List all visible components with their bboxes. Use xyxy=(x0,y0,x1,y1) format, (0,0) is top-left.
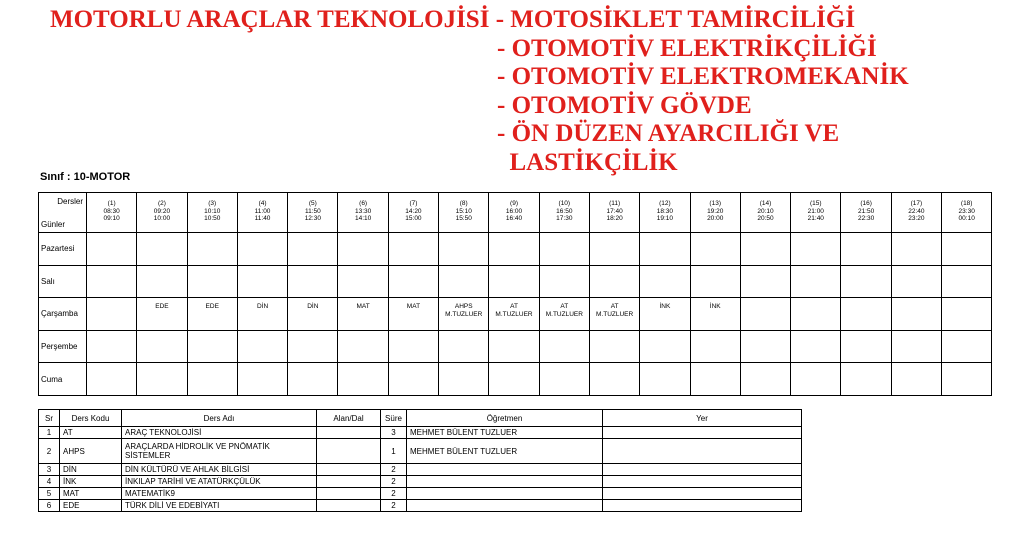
schedule-cell xyxy=(388,363,438,396)
page-title xyxy=(50,6,909,176)
cell-text: M.TUZLUER xyxy=(445,311,483,319)
period-num: (14) xyxy=(759,200,772,207)
day-label: Çarşamba xyxy=(39,298,87,331)
schedule-cell xyxy=(942,363,992,396)
period-end: 20:50 xyxy=(757,215,774,222)
lesson-teacher xyxy=(407,488,603,500)
period-start: 23:30 xyxy=(958,207,975,215)
period-header xyxy=(338,193,388,233)
schedule-cell xyxy=(338,363,388,396)
period-end: 17:30 xyxy=(556,215,573,222)
period-start: 14:20 xyxy=(405,207,422,215)
lesson-place xyxy=(603,488,802,500)
schedule-cell xyxy=(841,363,891,396)
lessons-table xyxy=(38,409,802,512)
period-header xyxy=(439,193,489,233)
period-end: 22:30 xyxy=(857,215,875,222)
period-end: 12:30 xyxy=(304,215,321,222)
schedule-cell xyxy=(690,298,740,331)
cell-text: MAT xyxy=(356,303,370,311)
schedule-cell xyxy=(891,298,941,331)
lesson-place xyxy=(603,427,802,439)
period-num: (15) xyxy=(810,200,822,207)
lesson-duration: 2 xyxy=(381,464,407,476)
schedule-cell xyxy=(690,265,740,298)
schedule-cell xyxy=(237,298,287,331)
schedule-cell xyxy=(791,233,841,266)
lesson-duration: 2 xyxy=(381,488,407,500)
lesson-duration: 2 xyxy=(381,500,407,512)
corner-dersler-label: Dersler xyxy=(57,197,83,206)
lesson-sr: 6 xyxy=(39,500,60,512)
schedule-cell xyxy=(288,298,338,331)
header-sr: Sr xyxy=(39,410,60,427)
schedule-cell xyxy=(539,233,589,266)
schedule-day-row xyxy=(39,330,992,363)
schedule-cell xyxy=(589,233,639,266)
period-start: 15:10 xyxy=(455,207,472,215)
schedule-cell xyxy=(237,233,287,266)
period-header xyxy=(740,193,790,233)
schedule-cell xyxy=(942,298,992,331)
schedule-cell xyxy=(640,265,690,298)
schedule-cell xyxy=(338,233,388,266)
schedule-cell xyxy=(439,363,489,396)
schedule-cell xyxy=(288,233,338,266)
lesson-place xyxy=(603,439,802,464)
lesson-area xyxy=(317,464,381,476)
schedule-cell xyxy=(539,265,589,298)
cell-text: EDE xyxy=(205,303,219,311)
period-num: (18) xyxy=(960,200,973,207)
lesson-code: İNK xyxy=(60,476,122,488)
schedule-cell xyxy=(489,265,539,298)
lesson-teacher: MEHMET BÜLENT TUZLUER xyxy=(407,439,603,464)
table-row xyxy=(39,427,802,439)
lesson-name: DİN KÜLTÜRÜ VE AHLAK BİLGİSİ xyxy=(122,464,317,476)
lesson-sr: 3 xyxy=(39,464,60,476)
schedule-cell xyxy=(589,265,639,298)
cell-text: DİN xyxy=(256,303,269,311)
lesson-teacher xyxy=(407,476,603,488)
schedule-cell xyxy=(489,233,539,266)
schedule-cell xyxy=(489,298,539,331)
lesson-sr: 5 xyxy=(39,488,60,500)
period-header xyxy=(489,193,539,233)
schedule-cell xyxy=(740,265,790,298)
schedule-cell xyxy=(237,363,287,396)
period-start: 11:50 xyxy=(304,207,321,215)
lesson-code: MAT xyxy=(60,488,122,500)
schedule-cell xyxy=(338,330,388,363)
schedule-cell xyxy=(288,330,338,363)
schedule-header-row xyxy=(39,193,992,233)
schedule-cell xyxy=(489,363,539,396)
day-label: Pazartesi xyxy=(39,233,87,266)
schedule-cell xyxy=(137,265,187,298)
period-end: 09:10 xyxy=(103,215,120,222)
period-header xyxy=(237,193,287,233)
header-code: Ders Kodu xyxy=(60,410,122,427)
schedule-cell xyxy=(891,233,941,266)
schedule-cell xyxy=(891,363,941,396)
lesson-sr: 1 xyxy=(39,427,60,439)
period-start: 18:30 xyxy=(656,207,674,215)
header-duration: Süre xyxy=(381,410,407,427)
cell-text: AT xyxy=(510,303,518,311)
cell-text: MAT xyxy=(406,303,421,311)
schedule-cell xyxy=(841,298,891,331)
schedule-cell xyxy=(388,298,438,331)
lesson-name: İNKILAP TARİHİ VE ATATÜRKÇÜLÜK xyxy=(122,476,317,488)
lesson-sr: 4 xyxy=(39,476,60,488)
schedule-cell xyxy=(690,233,740,266)
schedule-cell xyxy=(640,363,690,396)
schedule-cell xyxy=(237,330,287,363)
schedule-cell xyxy=(539,330,589,363)
schedule-cell xyxy=(439,233,489,266)
schedule-cell xyxy=(740,363,790,396)
title-main-line: MOTORLU ARAÇLAR TEKNOLOJİSİ - MOTOSİKLET TAMİRCİLİĞİ xyxy=(50,6,856,33)
schedule-cell xyxy=(87,298,137,331)
cell-text: DİN xyxy=(307,303,319,311)
period-start: 21:50 xyxy=(857,207,875,215)
schedule-cell xyxy=(589,363,639,396)
lesson-name: ARAÇLARDA HİDROLİK VE PNÖMATİK SİSTEMLER xyxy=(122,439,317,464)
header-area: Alan/Dal xyxy=(317,410,381,427)
period-start: 16:00 xyxy=(505,207,523,215)
schedule-cell xyxy=(740,298,790,331)
schedule-cell xyxy=(690,330,740,363)
period-num: (1) xyxy=(107,200,116,207)
period-num: (7) xyxy=(409,200,418,207)
schedule-cell xyxy=(187,265,237,298)
table-row xyxy=(39,488,802,500)
title-line-5: LASTİKÇİLİK xyxy=(497,148,678,176)
lesson-place xyxy=(603,464,802,476)
lesson-code: EDE xyxy=(60,500,122,512)
period-end: 11:40 xyxy=(254,215,271,222)
lesson-code: AT xyxy=(60,427,122,439)
period-header xyxy=(589,193,639,233)
period-start: 11:00 xyxy=(254,207,271,215)
cell-text: M.TUZLUER xyxy=(495,311,533,319)
table-row xyxy=(39,476,802,488)
schedule-cell xyxy=(288,363,338,396)
period-end: 00:10 xyxy=(958,215,975,222)
schedule-cell xyxy=(841,233,891,266)
class-label: Sınıf : 10-MOTOR xyxy=(40,171,131,183)
period-start: 10:10 xyxy=(204,207,221,215)
period-header xyxy=(388,193,438,233)
schedule-cell xyxy=(891,265,941,298)
day-label: Cuma xyxy=(39,363,87,396)
lesson-area xyxy=(317,488,381,500)
period-header xyxy=(539,193,589,233)
schedule-cell xyxy=(791,265,841,298)
period-end: 10:00 xyxy=(153,215,171,222)
lesson-code: AHPS xyxy=(60,439,122,464)
lesson-duration: 2 xyxy=(381,476,407,488)
lesson-teacher xyxy=(407,500,603,512)
period-start: 17:40 xyxy=(606,207,623,215)
lesson-name: ARAÇ TEKNOLOJİSİ xyxy=(122,427,317,439)
cell-text: AT xyxy=(560,303,569,311)
period-start: 09:20 xyxy=(153,207,171,215)
schedule-cell xyxy=(891,330,941,363)
weekly-schedule-table xyxy=(38,192,992,396)
cell-text: AT xyxy=(610,303,619,311)
period-num: (8) xyxy=(459,200,468,207)
cell-text: AHPS xyxy=(454,303,473,311)
schedule-cell xyxy=(942,265,992,298)
period-header xyxy=(690,193,740,233)
header-name: Ders Adı xyxy=(122,410,317,427)
schedule-cell xyxy=(791,330,841,363)
schedule-cell xyxy=(539,363,589,396)
schedule-day-row xyxy=(39,265,992,298)
schedule-cell xyxy=(187,298,237,331)
title-line-4: - ÖN DÜZEN AYARCILIĞI VE xyxy=(497,120,840,147)
period-num: (6) xyxy=(359,200,368,207)
schedule-cell xyxy=(942,330,992,363)
title-line-2: - OTOMOTİV ELEKTROMEKANİK xyxy=(497,63,909,90)
schedule-cell xyxy=(388,233,438,266)
period-num: (13) xyxy=(709,200,721,207)
schedule-cell xyxy=(87,363,137,396)
schedule-cell xyxy=(740,330,790,363)
corner-gunler-label: Günler xyxy=(41,220,66,229)
header-teacher: Öğretmen xyxy=(407,410,603,427)
schedule-cell xyxy=(87,233,137,266)
schedule-cell xyxy=(942,233,992,266)
period-start: 20:10 xyxy=(757,207,774,215)
period-num: (5) xyxy=(308,200,317,207)
lesson-place xyxy=(603,500,802,512)
schedule-cell xyxy=(187,233,237,266)
schedule-cell xyxy=(489,330,539,363)
period-header xyxy=(791,193,841,233)
schedule-day-row xyxy=(39,298,992,331)
title-line-3: - OTOMOTİV GÖVDE xyxy=(497,91,752,119)
lesson-name: TÜRK DİLİ VE EDEBİYATI xyxy=(122,500,317,512)
schedule-cell xyxy=(740,233,790,266)
table-row xyxy=(39,464,802,476)
period-num: (9) xyxy=(510,200,518,207)
lesson-teacher xyxy=(407,464,603,476)
period-end: 18:20 xyxy=(606,215,623,222)
period-header xyxy=(137,193,187,233)
period-end: 14:10 xyxy=(354,215,372,222)
schedule-cell xyxy=(87,265,137,298)
schedule-cell xyxy=(841,330,891,363)
lesson-area xyxy=(317,500,381,512)
schedule-cell xyxy=(439,265,489,298)
schedule-cell xyxy=(87,330,137,363)
period-end: 20:00 xyxy=(707,215,724,222)
lesson-area xyxy=(317,476,381,488)
period-num: (4) xyxy=(258,200,267,207)
day-label: Perşembe xyxy=(39,330,87,363)
period-start: 22:40 xyxy=(908,207,925,215)
lesson-name: MATEMATİK9 xyxy=(122,488,317,500)
lesson-sr: 2 xyxy=(39,439,60,464)
schedule-cell xyxy=(841,265,891,298)
schedule-cell xyxy=(640,233,690,266)
schedule-cell xyxy=(137,298,187,331)
period-num: (11) xyxy=(609,200,621,207)
schedule-day-row xyxy=(39,233,992,266)
schedule-cell xyxy=(388,265,438,298)
period-end: 16:40 xyxy=(505,215,523,222)
period-num: (12) xyxy=(659,200,671,207)
schedule-cell xyxy=(640,330,690,363)
schedule-cell xyxy=(539,298,589,331)
period-end: 23:20 xyxy=(908,215,925,222)
period-header xyxy=(187,193,237,233)
schedule-cell xyxy=(589,298,639,331)
schedule-cell xyxy=(288,265,338,298)
period-start: 21:00 xyxy=(807,207,824,215)
period-start: 13:30 xyxy=(354,207,372,215)
period-start: 08:30 xyxy=(103,207,120,215)
schedule-cell xyxy=(237,265,287,298)
period-num: (10) xyxy=(558,200,571,207)
period-num: (16) xyxy=(860,200,872,207)
schedule-cell xyxy=(137,363,187,396)
schedule-cell xyxy=(187,363,237,396)
period-end: 21:40 xyxy=(807,215,824,222)
period-start: 16:50 xyxy=(556,207,573,215)
schedule-cell xyxy=(791,298,841,331)
lesson-duration: 3 xyxy=(381,427,407,439)
schedule-cell xyxy=(690,363,740,396)
cell-text: İNK xyxy=(709,303,721,311)
period-num: (17) xyxy=(910,200,923,207)
period-header xyxy=(87,193,137,233)
day-label: Salı xyxy=(39,265,87,298)
schedule-corner-cell xyxy=(39,193,87,233)
schedule-cell xyxy=(439,330,489,363)
title-line-1: - OTOMOTİV ELEKTRİKÇİLİĞİ xyxy=(497,34,877,62)
schedule-cell xyxy=(589,330,639,363)
cell-text: M.TUZLUER xyxy=(545,311,583,319)
schedule-cell xyxy=(640,298,690,331)
schedule-day-row xyxy=(39,363,992,396)
lesson-teacher: MEHMET BÜLENT TUZLUER xyxy=(407,427,603,439)
cell-text: EDE xyxy=(155,303,169,311)
table-row xyxy=(39,439,802,464)
period-header xyxy=(288,193,338,233)
schedule-cell xyxy=(137,330,187,363)
period-header xyxy=(640,193,690,233)
lesson-duration: 1 xyxy=(381,439,407,464)
period-end: 19:10 xyxy=(656,215,674,222)
header-place: Yer xyxy=(603,410,802,427)
schedule-cell xyxy=(791,363,841,396)
lesson-code: DİN xyxy=(60,464,122,476)
schedule-cell xyxy=(137,233,187,266)
schedule-cell xyxy=(338,265,388,298)
period-num: (2) xyxy=(157,200,166,207)
lesson-place xyxy=(603,476,802,488)
period-start: 19:20 xyxy=(707,207,724,215)
cell-text: İNK xyxy=(659,303,671,311)
cell-text: M.TUZLUER xyxy=(596,311,634,319)
lesson-area xyxy=(317,427,381,439)
lesson-area xyxy=(317,439,381,464)
period-end: 10:50 xyxy=(204,215,221,222)
schedule-cell xyxy=(338,298,388,331)
table-row xyxy=(39,500,802,512)
lessons-header-row xyxy=(39,410,802,427)
period-header xyxy=(841,193,891,233)
schedule-cell xyxy=(187,330,237,363)
period-header xyxy=(942,193,992,233)
schedule-cell xyxy=(439,298,489,331)
period-num: (3) xyxy=(208,200,217,207)
period-end: 15:00 xyxy=(405,215,422,222)
schedule-cell xyxy=(388,330,438,363)
period-end: 15:50 xyxy=(455,215,472,222)
period-header xyxy=(891,193,941,233)
